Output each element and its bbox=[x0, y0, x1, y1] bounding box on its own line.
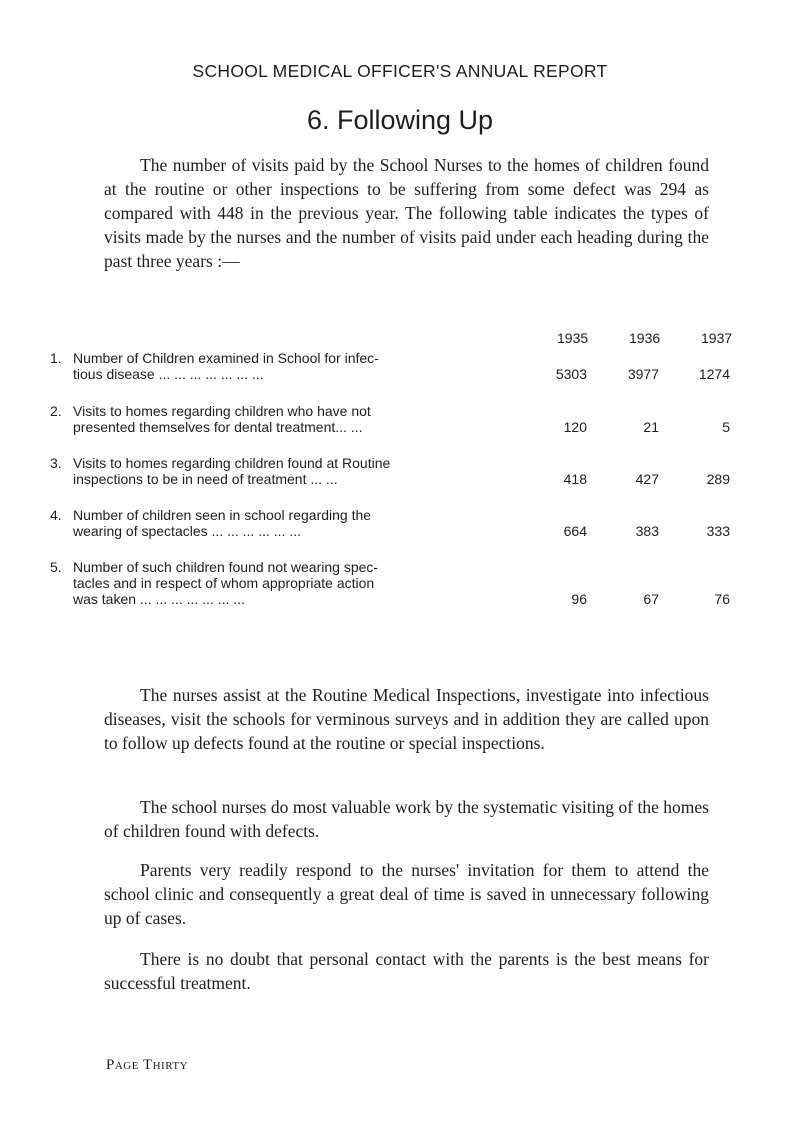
value-1935: 120 bbox=[563, 419, 587, 435]
body-paragraph: There is no doubt that personal contact with the parents is the best means for successful treatment. bbox=[104, 949, 709, 993]
row-number: 2. bbox=[50, 403, 62, 419]
page-footer: Page Thirty bbox=[106, 1057, 189, 1073]
value-1936: 67 bbox=[643, 591, 659, 607]
row-number: 1. bbox=[50, 350, 62, 366]
intro-paragraph: The number of visits paid by the School Nurses to the homes of children found at the routine or other inspections to be suffering from some defect was 294 as compared with 448 in the previous year. The following table indicates the types of visits made by the nurses and the number of visits paid under each heading during the past three years :— bbox=[104, 155, 709, 271]
body-paragraph: The nurses assist at the Routine Medical Inspections, investigate into infectious diseases, visit the schools for verminous surveys and in addition they are called upon to follow up defects found at the routine or special inspections. bbox=[104, 685, 709, 753]
year-header-1936: 1936 bbox=[629, 330, 661, 346]
value-1937: 76 bbox=[714, 591, 730, 607]
body-paragraph: Parents very readily respond to the nurses' invitation for them to attend the school clinic and consequently a great deal of time is saved in unnecessary following up of cases. bbox=[104, 860, 709, 928]
row-description: Number of children seen in school regarding the wearing of spectacles ... ... ... ... ... ... bbox=[73, 507, 372, 539]
year-header-1937: 1937 bbox=[701, 330, 733, 346]
section-title: 6. Following Up bbox=[306, 105, 494, 135]
value-1936: 21 bbox=[643, 419, 659, 435]
value-1935: 96 bbox=[571, 591, 587, 607]
value-1937: 5 bbox=[722, 419, 730, 435]
row-description: Number of such children found not wearing spec- tacles and in respect of whom appropriate action was taken ... ... ... ... ... ... ... bbox=[73, 559, 379, 607]
value-1937: 333 bbox=[706, 523, 730, 539]
visits-table bbox=[0, 330, 800, 665]
value-1936: 427 bbox=[635, 471, 659, 487]
value-1935: 664 bbox=[563, 523, 587, 539]
row-description: Number of Children examined in School for infec- tious disease ... ... ... ... ... ... ... bbox=[73, 350, 379, 382]
row-number: 4. bbox=[50, 507, 62, 523]
row-description: Visits to homes regarding children found at Routine inspections to be in need of treatment ... ... bbox=[73, 455, 391, 487]
value-1937: 289 bbox=[706, 471, 730, 487]
row-number: 3. bbox=[50, 455, 62, 471]
value-1936: 3977 bbox=[627, 366, 659, 382]
value-1935: 5303 bbox=[555, 366, 587, 382]
body-paragraph: The school nurses do most valuable work by the systematic visiting of the homes of children found with defects. bbox=[104, 797, 709, 841]
running-head: SCHOOL MEDICAL OFFICER'S ANNUAL REPORT bbox=[192, 61, 608, 81]
year-header-1935: 1935 bbox=[557, 330, 589, 346]
row-description: Visits to homes regarding children who have not presented themselves for dental treatment... ... bbox=[73, 403, 371, 435]
row-number: 5. bbox=[50, 559, 62, 575]
value-1936: 383 bbox=[635, 523, 659, 539]
value-1937: 1274 bbox=[698, 366, 730, 382]
value-1935: 418 bbox=[563, 471, 587, 487]
